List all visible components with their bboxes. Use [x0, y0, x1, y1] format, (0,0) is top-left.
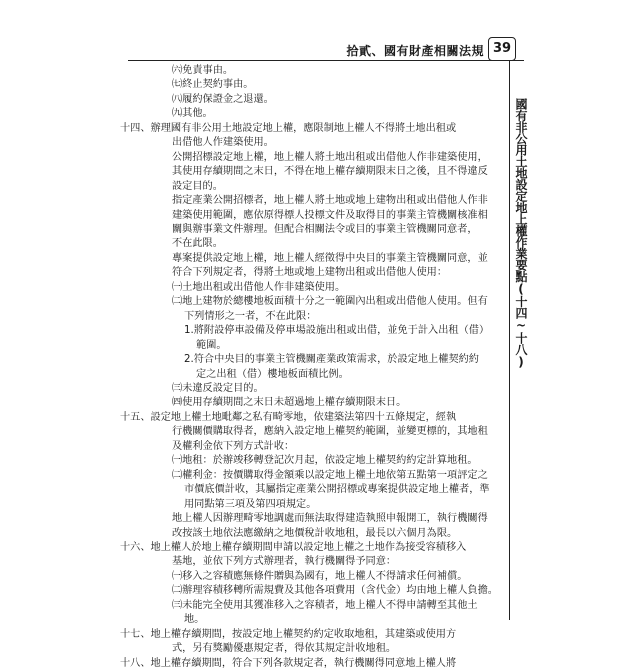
- body-line: 十五、設定地上權土地毗鄰之私有畸零地，依建築法第四十五條規定，經執: [120, 411, 457, 423]
- body-line: 定之出租（借）樓地板面積比例。: [196, 368, 349, 380]
- side-section-tab: 國有非公用土地設定地上權作業要點(十四~十八): [514, 98, 528, 369]
- body-line: 關與辦事業文件辦理。但配合相關法令或目的事業主管機關同意者，: [172, 223, 478, 235]
- body-line: ㈥免責事由。: [172, 65, 234, 76]
- body-line: 2.符合中央目的事業主管機關產業政策需求，於設定地上權契約約: [184, 354, 479, 366]
- body-line: 及權利金依下列方式計收：: [172, 440, 295, 452]
- body-line: 符合下列規定者，得將土地或地上建物出租或出借他人使用：: [172, 267, 448, 279]
- body-line: ㈦終止契約事由。: [172, 79, 254, 91]
- body-line: 十七、地上權存續期間，按設定地上權契約約定收取地租，其建築或使用方: [120, 628, 457, 640]
- body-line: 建築使用範圍，應依原得標人投標文件及取得目的事業主管機關核准相: [172, 209, 488, 221]
- body-line: 十八、地上權存續期間，符合下列各款規定者，執行機關得同意地上權人將: [120, 657, 457, 669]
- body-line: 十六、地上權人於地上權存續期間申請以設定地上權之土地作為接受容積移入: [120, 541, 467, 553]
- body-line: ㈡權利金：按價購取得金額乘以設定地上權土地依第五點第一項評定之: [172, 469, 488, 481]
- page-body-text: [120, 64, 500, 671]
- body-line: 基地，並依下列方式辦理者，執行機關得予同意：: [172, 556, 397, 568]
- body-line: 改按該土地依法應繳納之地價稅計收地租，最長以六個月為限。: [172, 527, 458, 539]
- body-line: 範圍。: [196, 339, 227, 351]
- body-line: ㈢未能完全使用其獲准移入之容積者，地上權人不得申請轉至其他土: [172, 599, 478, 611]
- body-line: ㈣使用存續期間之末日未超過地上權存續期限末日。: [172, 397, 407, 409]
- running-header-title: 拾貳、國有財產相關法規: [346, 44, 484, 58]
- body-line: 指定產業公開招標者，地上權人將土地或地上建物出租或出借他人作非: [172, 195, 488, 207]
- body-line: ㈠土地出租或出借他人作非建築使用。: [172, 281, 346, 293]
- body-line: ㈨其他。: [172, 108, 213, 120]
- body-line: 地上權人因辦理畸零地調處而無法取得建造執照申報開工，執行機關得: [172, 513, 488, 525]
- body-line: 用同點第三項及第四項規定。: [184, 498, 317, 510]
- body-line: 公開招標設定地上權，地上權人將土地出租或出借他人作非建築使用，: [172, 151, 488, 163]
- body-line: 下列情形之一者，不在此限：: [184, 310, 317, 322]
- body-line: 其使用存續期間之末日，不得在地上權存續期限末日之後，且不得違反: [172, 166, 488, 178]
- body-line: 行機關價購取得者，應納入設定地上權契約範圍，並變更標的，其地租: [172, 426, 488, 438]
- body-line: 1.將附設停車設備及停車場設施出租或出借，並免于計入出租（借）: [184, 325, 490, 337]
- body-line: 地。: [184, 614, 205, 626]
- body-line: ㈠地租：於辦竣移轉登記次月起，依設定地上權契約約定計算地租。: [172, 455, 478, 467]
- body-line: 出借他人作建築使用。: [172, 137, 274, 149]
- body-line: ㈡地上建物於總樓地板面積十分之一範圍內出租或出借他人使用。但有: [172, 296, 488, 308]
- body-line: ㈧履約保證金之退還。: [172, 93, 274, 105]
- body-line: 設定目的。: [172, 180, 223, 192]
- header-rule: [128, 60, 524, 61]
- body-line: 式，另有獎勵優惠規定者，得依其規定計收地租。: [172, 643, 397, 655]
- body-line: 市價底價計收，其屬指定產業公開招標或專案提供設定地上權者，準: [184, 484, 490, 496]
- body-line: ㈢未違反設定目的。: [172, 382, 264, 394]
- body-line: 專案提供設定地上權，地上權人經徵得中央目的事業主管機關同意，並: [172, 252, 488, 264]
- body-line: 十四、辦理國有非公用土地設定地上權，應限制地上權人不得將土地出租或: [120, 122, 457, 134]
- page-number: 39: [488, 37, 516, 61]
- body-line: 不在此限。: [172, 238, 223, 250]
- body-line: ㈡辦理容積移轉所需規費及其他各項費用（含代金）均由地上權人負擔。: [172, 585, 498, 597]
- body-line: ㈠移入之容積應無條件贈與為國有，地上權人不得請求任何補償。: [172, 570, 468, 582]
